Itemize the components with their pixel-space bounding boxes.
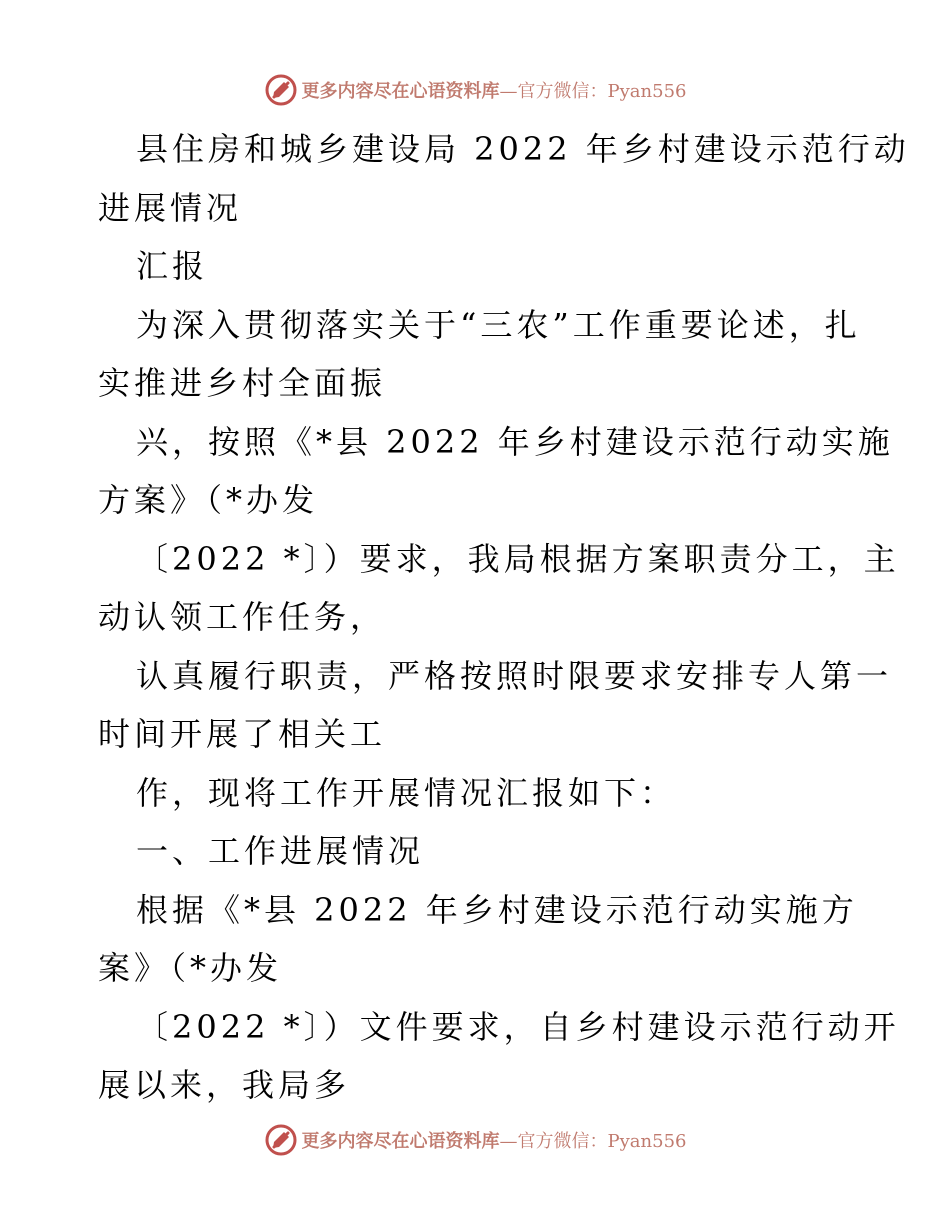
text-line: 作，现将工作开展情况汇报如下：	[136, 773, 677, 812]
text-line: 兴，按照《*县 2022 年乡村建设示范行动实施	[136, 422, 894, 461]
text-line: 案》（*办发	[98, 949, 283, 987]
brush-logo-icon	[264, 1123, 298, 1157]
text-line: 为深入贯彻落实关于“三农”工作重要论述，扎	[136, 305, 861, 344]
text-line: 认真履行职责，严格按照时限要求安排专人第一	[136, 656, 893, 695]
text-line: 动认领工作任务，	[98, 598, 387, 636]
footer-watermark	[0, 1122, 950, 1158]
text-line: 根据《*县 2022 年乡村建设示范行动实施方	[136, 890, 858, 929]
text-line: 汇报	[136, 247, 209, 285]
text-line: 展以来，我局多	[98, 1066, 351, 1104]
text-line: 时间开展了相关工	[98, 715, 387, 753]
text-line: 一、工作进展情况	[136, 832, 425, 870]
watermark-text: 更多内容尽在心语资料库—官方微信：Pyan556	[301, 1131, 687, 1152]
header-watermark	[0, 72, 950, 108]
text-line: 进展情况	[98, 188, 243, 227]
text-line: 〔2022 *〕）文件要求，自乡村建设示范行动开	[136, 1007, 900, 1046]
text-line: 县住房和城乡建设局 2022 年乡村建设示范行动	[136, 130, 910, 168]
text-line: 〔2022 *〕）要求，我局根据方案职责分工，主	[136, 539, 900, 578]
document-body	[98, 120, 910, 1115]
text-line: 实推进乡村全面振	[98, 364, 387, 402]
watermark-text: 更多内容尽在心语资料库—官方微信：Pyan556	[301, 81, 687, 102]
text-line: 方案》（*办发	[98, 481, 319, 519]
brush-logo-icon	[264, 73, 298, 107]
